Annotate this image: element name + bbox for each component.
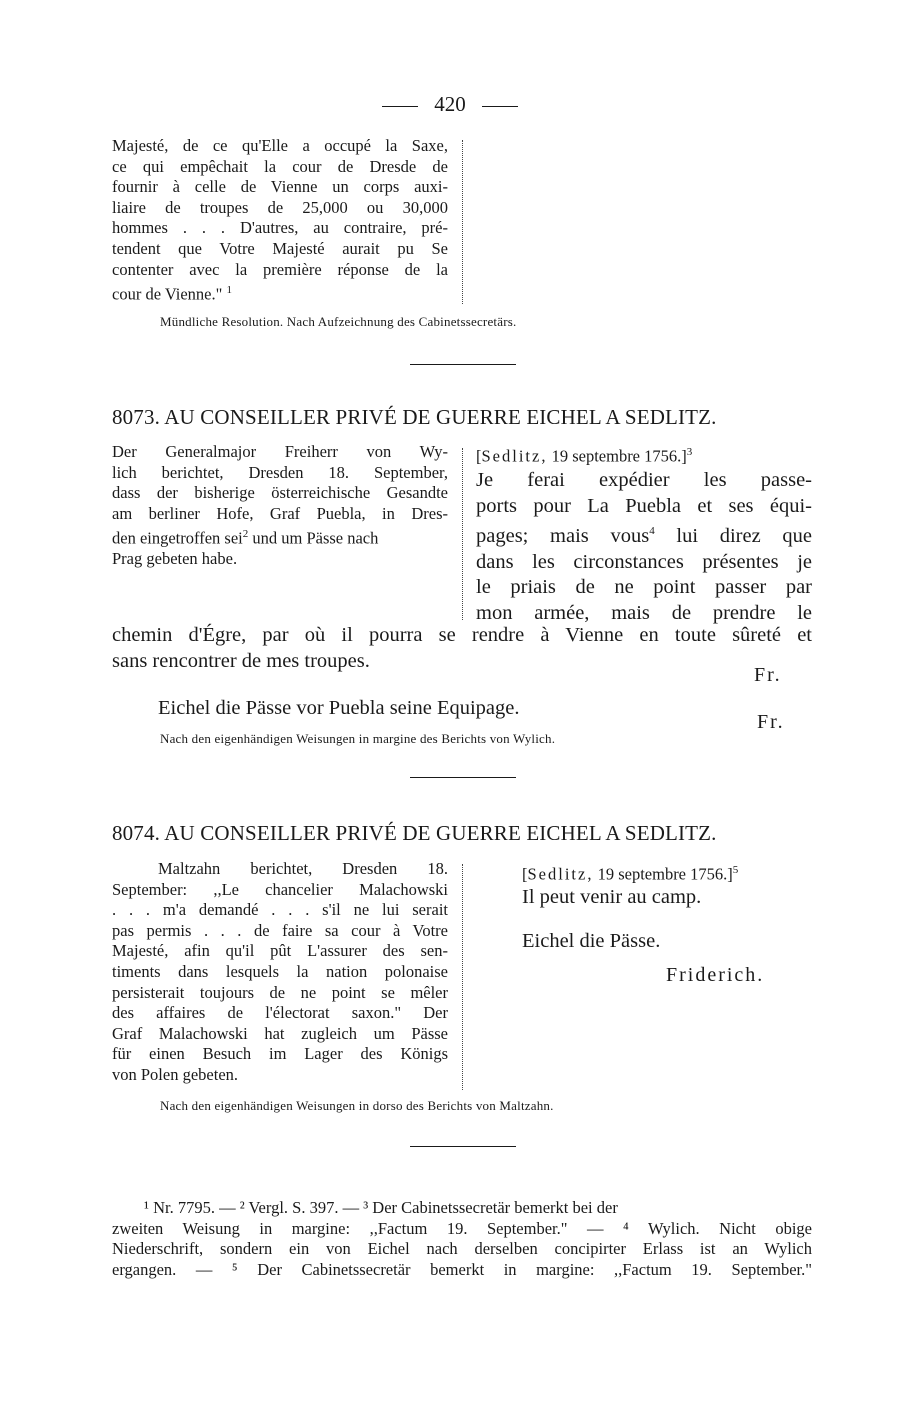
carryover-line-last — [112, 280, 448, 305]
footnote-line: zweiten Weisung in margine: ,,Factum 19. September." — ⁴ Wylich. Nicht obige — [112, 1218, 812, 1238]
footnote-ref: 1 — [226, 284, 232, 297]
carryover-line: fournir à celle de Vienne un corps auxi- — [112, 177, 448, 197]
footnote-ref: 3 — [686, 446, 693, 458]
carryover-line: Majesté, de ce qu'Elle a occupé la Saxe, — [112, 136, 448, 155]
summary-line: für einen Besuch im Lager des Königs — [112, 1044, 448, 1064]
footnote-ref: 5 — [732, 864, 739, 876]
carryover-line: tendent que Votre Majesté aurait pu Se — [112, 238, 448, 258]
doc-8074-instruction: Eichel die Pässe. — [522, 930, 661, 952]
carryover-line: contenter avec la première réponse de la — [112, 259, 448, 279]
summary-line — [112, 442, 448, 463]
dateline-place: Sedlitz, — [527, 864, 594, 884]
summary-line: am berliner Hofe, Graf Puebla, in Dres- — [112, 503, 448, 523]
reply-line: ports pour La Puebla et ses équi- — [476, 494, 812, 517]
footnote-ref: 4 — [649, 525, 655, 538]
reply-line: Je ferai expédier les passe- — [476, 469, 812, 491]
reply-line: dans les circonstances présentes je — [476, 550, 812, 573]
summary-line: dass der bisherige österreichische Gesandte — [112, 483, 448, 503]
summary-line: timents dans lesquels la nation polonaise — [112, 961, 448, 981]
doc-8073-summary — [112, 442, 448, 570]
doc-8074-heading: 8074. AU CONSEILLER PRIVÉ DE GUERRE EICHEL A SEDLITZ. — [112, 821, 717, 845]
reply-line — [476, 519, 812, 549]
dateline-place: Sedlitz, — [481, 446, 548, 466]
column-divider — [462, 448, 463, 620]
dateline-date: 19 septembre 1756.] — [593, 864, 733, 884]
carryover-line: hommes . . . D'autres, au contraire, pré- — [112, 218, 448, 238]
summary-line: des affaires de l'électorat saxon." Der — [112, 1003, 448, 1023]
reply-line-text: lui direz que — [654, 525, 812, 548]
doc-8074-caption: Nach den eigenhändigen Weisungen in dorso des Berichts von Maltzahn. — [160, 1098, 554, 1113]
doc-8073-reply — [476, 468, 812, 626]
doc-8074-dateline: [Sedlitz, 19 septembre 1756.]$^5$ — [522, 864, 739, 884]
reply-line-text: pages; mais vous — [476, 525, 650, 548]
carryover-caption: Mündliche Resolution. Nach Aufzeichnung des Cabinetssecretärs. — [160, 314, 517, 329]
summary-line: Graf Malachowski hat zugleich um Pässe — [112, 1023, 448, 1043]
doc-8073-signature-eichel: Fr. — [757, 711, 785, 733]
summary-line: September: ,,Le chancelier Malachowski — [112, 879, 448, 899]
summary-line — [112, 524, 448, 549]
section-rule — [410, 1146, 516, 1147]
page-number-dash-right — [482, 106, 518, 107]
carryover-summary — [112, 136, 448, 305]
summary-line: Maltzahn berichtet, Dresden 18. — [158, 859, 448, 878]
summary-line: lich berichtet, Dresden 18. September, — [112, 462, 448, 482]
section-rule — [410, 777, 516, 778]
column-divider — [462, 140, 463, 304]
summary-line: Prag gebeten habe. — [112, 549, 238, 569]
summary-line: von Polen gebeten. — [112, 1064, 239, 1084]
footnote-ref: 2 — [242, 528, 249, 541]
doc-8073-continuation — [112, 622, 812, 674]
reply-line: mon armée, mais de prendre le — [476, 601, 812, 624]
doc-8074-summary — [112, 859, 448, 1086]
doc-8073-instruction: Eichel die Pässe vor Puebla seine Equipage. — [158, 697, 520, 719]
footnotes — [112, 1198, 812, 1280]
summary-line-text: den eingetroffen sei — [112, 528, 243, 548]
column-divider — [462, 864, 463, 1090]
section-rule — [410, 364, 516, 365]
doc-8073-dateline: [Sedlitz, 19 septembre 1756.]$^3$ — [476, 446, 693, 466]
summary-line-text: Der Generalmajor Freiherr von Wy- — [112, 442, 448, 461]
summary-line: persisterait toujours de ne point se mêler — [112, 982, 448, 1002]
dateline-date: 19 septembre 1756.] — [547, 446, 687, 466]
carryover-line: liaire de troupes de 25,000 ou 30,000 — [112, 197, 448, 217]
footnote-line: Niederschrift, sondern ein von Eichel nach derselben concipirter Erlass ist an Wylich — [112, 1239, 812, 1259]
continuation-line: chemin d'Égre, par où il pourra se rendre à Vienne en toute sûreté et — [112, 624, 812, 646]
footnote-line: ergangen. — ⁵ Der Cabinetssecretär bemerkt in margine: ,,Factum 19. September." — [112, 1259, 812, 1279]
doc-8073-signature: Fr. — [754, 664, 782, 686]
summary-line: Majesté, afin qu'il pût L'assurer des sen- — [112, 941, 448, 961]
footnote-line: ¹ Nr. 7795. — ² Vergl. S. 397. — ³ Der Cabinetssecretär bemerkt bei der — [144, 1198, 618, 1217]
page-number — [0, 92, 900, 117]
summary-line: . . . m'a demandé . . . s'il ne lui serait — [112, 900, 448, 920]
doc-8073-heading: 8073. AU CONSEILLER PRIVÉ DE GUERRE EICHEL A SEDLITZ. — [112, 405, 717, 429]
reply-line: le priais de ne point passer par — [476, 576, 812, 599]
page-number-dash-left — [382, 106, 418, 107]
doc-8074-reply: Il peut venir au camp. — [522, 886, 702, 908]
summary-line: pas permis . . . de faire sa cour à Votre — [112, 920, 448, 940]
carryover-line: ce qui empêchait la cour de Dresde de — [112, 156, 448, 176]
continuation-line: sans rencontrer de mes troupes. — [112, 650, 370, 672]
page-number-text: 420 — [434, 92, 466, 116]
carryover-line-text: cour de Vienne." — [112, 284, 227, 304]
doc-8073-caption: Nach den eigenhändigen Weisungen in margine des Berichts von Wylich. — [160, 731, 556, 746]
doc-8074-signature: Friderich. — [666, 964, 765, 986]
summary-line-text: und um Pässe nach — [252, 528, 379, 548]
